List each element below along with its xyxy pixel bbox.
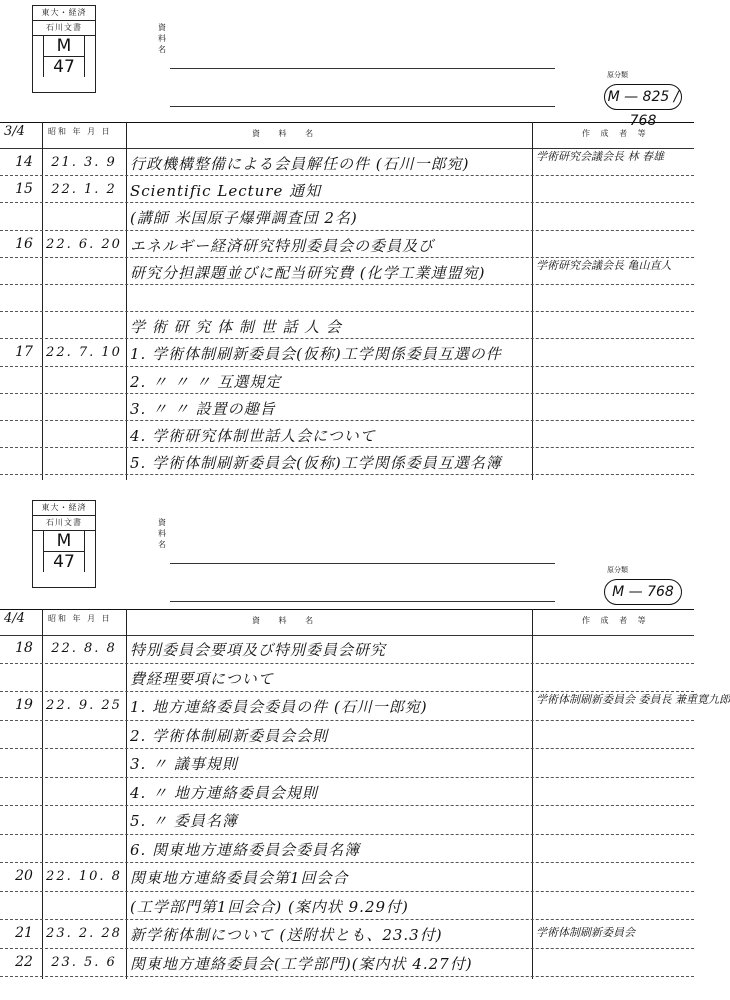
table-row <box>0 950 694 975</box>
record-number: 19 <box>15 697 33 713</box>
record-sheet-2 <box>0 495 730 995</box>
record-title: 行政機構整備による会員解任の件 (石川一郎宛) <box>130 155 470 173</box>
header-era: 昭和 年 月 日 <box>48 127 112 136</box>
record-title: 5. 〃 委員名簿 <box>130 812 238 830</box>
table-row <box>0 807 694 832</box>
table-top-rule <box>0 122 694 123</box>
record-number: 16 <box>15 235 33 252</box>
row-rule <box>0 257 694 258</box>
table-row <box>0 864 694 889</box>
row-rule <box>0 691 694 692</box>
table-row <box>0 340 694 365</box>
header-title: 資 料 名 <box>252 616 322 625</box>
header-author: 作 成 者 等 <box>582 616 650 625</box>
record-title: 3. 〃 議事規則 <box>130 755 238 773</box>
header-author: 作 成 者 等 <box>582 129 650 138</box>
record-sheet-1 <box>0 0 694 500</box>
record-date: 22. 8. 8 <box>51 641 117 656</box>
name-line-1 <box>170 68 555 69</box>
row-rule <box>0 948 694 949</box>
table-row <box>0 665 694 690</box>
page-number: 3/4 <box>4 124 25 139</box>
record-title: 3. 〃 〃 設置の趣旨 <box>130 399 276 418</box>
header-title: 資 料 名 <box>252 129 322 138</box>
row-rule <box>0 834 694 835</box>
record-title: 4. 学術研究体制世話人会について <box>130 427 376 445</box>
stamp-line-2: 石川文書 <box>33 516 95 531</box>
table-row <box>0 313 694 338</box>
row-rule <box>0 663 694 664</box>
record-title: 新学術体制について (送附状とも、23.3付) <box>130 926 443 944</box>
stamp-line-3: M <box>43 531 85 552</box>
name-line-1 <box>170 563 555 564</box>
row-rule <box>0 366 694 367</box>
record-date: 23. 5. 6 <box>51 954 117 970</box>
header-bottom-rule <box>0 148 694 149</box>
record-title: (工学部門第1回会合) (案内状 9.29付) <box>130 897 409 916</box>
record-title: 特別委員会要項及び特別委員会研究 <box>130 641 387 659</box>
table-row <box>0 177 694 202</box>
table-row <box>0 422 694 447</box>
table-row <box>0 449 694 474</box>
document-name-label: 資料名 <box>158 518 166 549</box>
table-row <box>0 232 694 257</box>
record-number: 20 <box>15 868 33 884</box>
stamp-line-2: 石川文書 <box>33 21 95 36</box>
record-number: 22 <box>15 953 33 970</box>
table-row <box>0 286 694 311</box>
record-title: エネルギー経済研究特別委員会の委員及び <box>130 236 435 255</box>
table-row <box>0 836 694 861</box>
record-date: 22. 9. 25 <box>46 698 122 713</box>
row-rule <box>0 862 694 863</box>
record-title: 研究分担課題並びに配当研究費 (化学工業連盟宛) <box>130 263 486 282</box>
table-row <box>0 893 694 918</box>
record-number: 18 <box>15 640 33 656</box>
record-number: 21 <box>15 925 33 941</box>
record-author: 学術体制刷新委員会 <box>536 926 635 939</box>
table-row <box>0 395 694 420</box>
row-rule <box>0 919 694 920</box>
table-row <box>0 150 694 175</box>
record-author: 学術研究会議会長 林 春雄 <box>536 150 664 163</box>
table-top-rule <box>0 609 694 610</box>
stamp-line-4: 47 <box>43 57 85 77</box>
record-title: 関東地方連絡委員会(工学部門)(案内状 4.27付) <box>130 954 473 973</box>
header-era: 昭和 年 月 日 <box>48 614 112 623</box>
name-line-2 <box>170 601 555 602</box>
name-line-2 <box>170 106 555 107</box>
original-class-code: M — 825 / 768 <box>604 84 682 110</box>
archive-stamp <box>32 5 96 93</box>
row-rule <box>0 393 694 394</box>
row-rule <box>0 748 694 749</box>
record-date: 22. 10. 8 <box>46 869 122 884</box>
row-rule <box>0 338 694 339</box>
record-date: 22. 1. 2 <box>51 182 117 198</box>
row-rule <box>0 474 694 475</box>
record-date: 23. 2. 28 <box>46 926 122 941</box>
row-rule <box>0 720 694 721</box>
record-title: 1. 地方連絡委員会委員の件 (石川一郎宛) <box>130 698 428 716</box>
record-title: 2. 〃 〃 〃 互選規定 <box>130 372 282 391</box>
record-title: 6. 関東地方連絡委員会委員名簿 <box>130 840 361 859</box>
table-row <box>0 779 694 804</box>
row-rule <box>0 420 694 421</box>
record-date: 22. 7. 10 <box>46 345 122 361</box>
table-row <box>0 368 694 393</box>
record-title: 5. 学術体制刷新委員会(仮称)工学関係委員互選名簿 <box>130 454 502 473</box>
row-rule <box>0 777 694 778</box>
stamp-line-4: 47 <box>43 552 85 572</box>
stamp-line-1: 東大・経済 <box>33 6 95 21</box>
page-number: 4/4 <box>4 611 25 626</box>
record-date: 22. 6. 20 <box>46 236 122 252</box>
row-rule <box>0 230 694 231</box>
table-row <box>0 259 694 284</box>
record-author: 学術体制刷新委員会 委員長 兼重寛九郎 <box>536 693 730 706</box>
record-title: 1. 学術体制刷新委員会(仮称)工学関係委員互選の件 <box>130 345 502 364</box>
record-title: 費経理要項について <box>130 669 274 688</box>
record-date: 21. 3. 9 <box>51 155 117 170</box>
record-title: 学 術 研 究 体 制 世 話 人 会 <box>130 318 342 337</box>
document-name-label: 資料名 <box>158 23 166 54</box>
record-title: 2. 学術体制刷新委員会会則 <box>130 726 329 745</box>
record-title: 4. 〃 地方連絡委員会規則 <box>130 783 318 802</box>
table-row <box>0 636 694 661</box>
table-row <box>0 693 730 718</box>
row-rule <box>0 311 694 312</box>
original-class-label: 原分類 <box>607 566 628 574</box>
row-rule <box>0 805 694 806</box>
row-rule <box>0 202 694 203</box>
record-number: 17 <box>15 344 33 361</box>
record-author: 学術研究会議会長 亀山直人 <box>536 258 672 272</box>
row-rule <box>0 891 694 892</box>
table-row <box>0 204 694 229</box>
row-rule <box>0 447 694 448</box>
original-class-label: 原分類 <box>607 71 628 79</box>
table-row <box>0 921 694 946</box>
archive-stamp <box>32 500 96 588</box>
record-title: 関東地方連絡委員会第1回会合 <box>130 869 349 887</box>
row-rule <box>0 976 694 977</box>
original-class-code: M — 768 <box>604 579 682 605</box>
record-title: Scientific Lecture 通知 <box>130 182 322 201</box>
record-number: 15 <box>15 181 33 198</box>
row-rule <box>0 284 694 285</box>
record-title: (講師 米国原子爆弾調査団 2名) <box>130 209 358 228</box>
table-row <box>0 722 694 747</box>
row-rule <box>0 175 694 176</box>
stamp-line-1: 東大・経済 <box>33 501 95 516</box>
table-row <box>0 750 694 775</box>
stamp-line-3: M <box>43 36 85 57</box>
record-number: 14 <box>15 154 33 170</box>
